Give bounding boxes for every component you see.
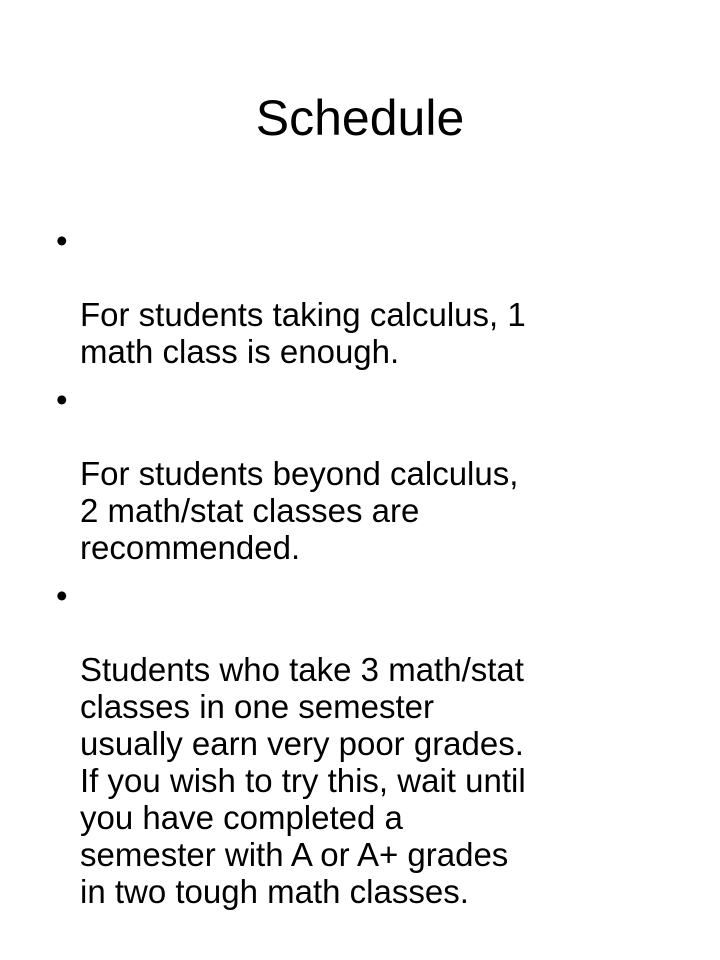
bullet-item [56, 222, 676, 370]
bullet-item [56, 577, 676, 910]
bullet-point-icon: • [56, 222, 68, 259]
bullet-text: For students taking calculus, 1 math class is enough. [80, 296, 526, 370]
bullet-point-icon: • [56, 381, 68, 418]
bullet-list [56, 222, 676, 921]
bullet-point-icon: • [56, 577, 68, 614]
bullet-item [56, 381, 676, 566]
slide-title: Schedule [255, 90, 465, 146]
bullet-text: For students beyond calculus, 2 math/stat classes are recommended. [80, 455, 519, 566]
bullet-text: Students who take 3 math/stat classes in one semester usually earn very poor grades. If you wish to try this, wait until you have completed a semester with A or A+ grades in two tough math classes. [80, 651, 526, 910]
